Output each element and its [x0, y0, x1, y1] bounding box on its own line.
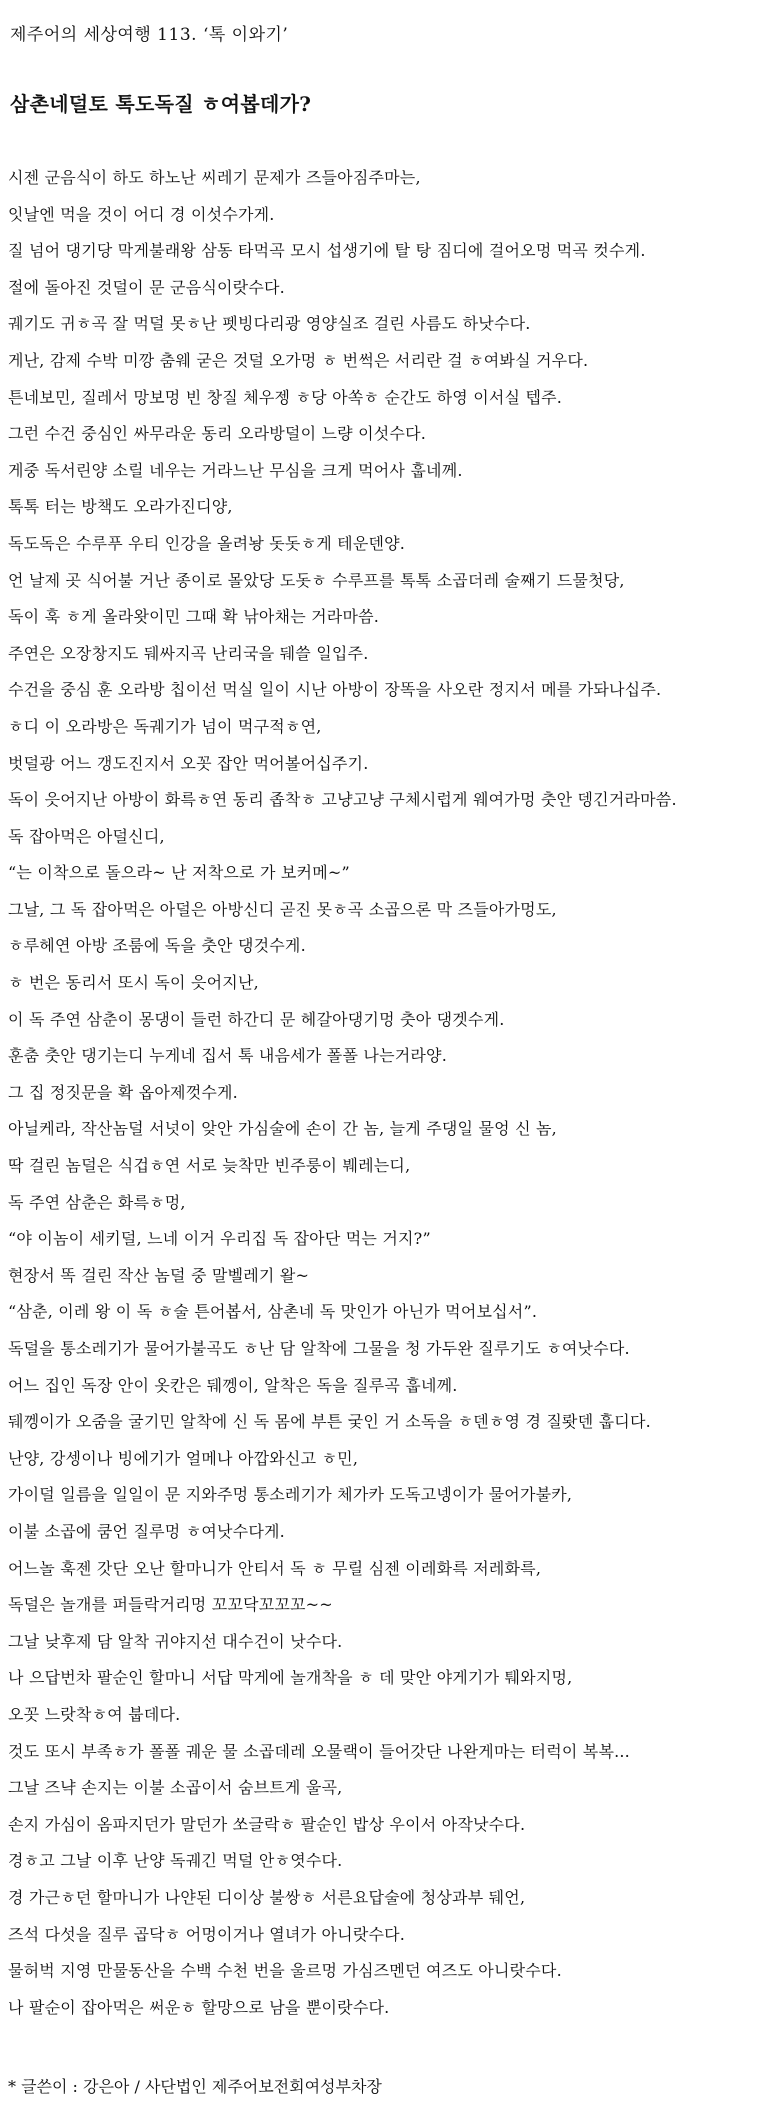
body-line: 어느놀 훅젠 갓단 오난 할마니가 안티서 독 ㅎ 무릴 심젠 이레화륵 저레화륵,: [8, 1558, 542, 1578]
body-line: 시젠 군음식이 하도 하노난 씨레기 문제가 즈들아짐주마는,: [8, 168, 421, 187]
body-line: ㅎ루헤연 아방 조룸에 독을 춧안 댕것수게.: [8, 936, 306, 956]
body-line: 그날 즈냑 손지는 이불 소곱이서 숨브트게 울곡,: [8, 1778, 343, 1798]
body-line: 독도독은 수루푸 우티 인강을 올려놩 돗돗ㅎ게 테운덴양.: [8, 533, 406, 553]
body-line: 물허벅 지영 만물동산을 수백 수천 번을 울르멍 가심즈멘던 여즈도 아니랏수다.: [8, 1961, 562, 1981]
body-line: 뒈껭이가 오줌을 굴기민 알착에 신 독 몸에 부튼 궂인 거 소독을 ㅎ덴ㅎ영 경 질뢋덴 훕디다.: [8, 1412, 651, 1432]
body-line: 즈석 다섯을 질루 곱닥ㅎ 어멍이거나 열녀가 아니랏수다.: [8, 1924, 406, 1944]
body-line: 나 으답번차 팔순인 할마니 서답 막게에 놀개착을 ㅎ 데 맞안 야게기가 퉤와지멍,: [8, 1668, 573, 1688]
body-line: 그날 낮후제 담 알착 귀야지선 대수건이 낫수다.: [8, 1631, 343, 1651]
body-line: “삼춘, 이레 왕 이 독 ㅎ술 튼어봅서, 삼촌네 독 맛인가 아닌가 먹어보십서”.: [8, 1302, 538, 1322]
body-line: ㅎ디 이 오라방은 독궤기가 넘이 먹구적ㅎ연,: [8, 716, 322, 736]
body-line: 언 날제 곳 식어불 거난 종이로 몰았당 도돗ㅎ 수루프를 톡톡 소곱더레 술째기 드물첫당,: [8, 570, 625, 590]
body-line: “는 이착으로 돌으라~ 난 저착으로 가 보커메~”: [8, 863, 350, 883]
body-line: ㅎ 번은 동리서 또시 독이 읏어지난,: [8, 973, 259, 993]
body-line: 독이 읏어지난 아방이 화륵ㅎ연 동리 좁착ㅎ 고냥고냥 구체시럽게 웨여가멍 춧안 뎅긴거라마씀.: [8, 790, 677, 810]
body-line: 질 넘어 댕기당 막게불래왕 삼동 타먹곡 모시 섭생기에 탈 탕 짐디에 걸어오멍 먹곡 컷수게.: [8, 241, 646, 261]
body-line: 절에 돌아진 것덜이 문 군음식이랏수다.: [8, 277, 285, 297]
body-line: 독 주연 삼춘은 화륵ㅎ멍,: [8, 1192, 186, 1212]
body-line: 그 집 정짓문을 확 옵아제껏수게.: [8, 1082, 238, 1102]
body-line: 어느 집인 독장 안이 옷칸은 뒈껭이, 알착은 독을 질루곡 훕네께.: [8, 1375, 458, 1395]
body-line: 벗덜광 어느 갱도진지서 오꼿 잡안 먹어볼어십주기.: [8, 753, 369, 773]
body-line: 주연은 오장창지도 뒈싸지곡 난리국을 뒈쓸 일입주.: [8, 643, 369, 663]
body-line: 현장서 똑 걸린 작산 놈덜 중 말벨레기 왈~: [8, 1265, 310, 1285]
body-line: 경 가근ㅎ던 할마니가 나얀된 디이상 불쌍ㅎ 서른요답술에 청상과부 뒈언,: [8, 1887, 526, 1907]
body-line: 오꼿 느랏착ㅎ여 붑데다.: [8, 1704, 181, 1724]
article-body: [8, 160, 758, 2026]
body-line: 잇날엔 먹을 것이 어디 경 이섯수가게.: [8, 204, 275, 224]
body-line: 훈춤 춧안 댕기는디 누게네 집서 톡 내음세가 폴폴 나는거라양.: [8, 1046, 447, 1066]
body-line: 톡톡 터는 방책도 오라가진디양,: [8, 497, 233, 517]
article-title: 삼촌네덜토 톡도독질 ㅎ여봅데가?: [10, 92, 312, 116]
author-footer: * 글쓴이 : 강은아 / 사단법인 제주어보전회여성부차장: [8, 2077, 382, 2096]
body-line: 이 독 주연 삼춘이 몽댕이 들런 하간디 문 헤갈아댕기멍 춧아 댕겟수게.: [8, 1009, 505, 1029]
body-line: 튼네보민, 질레서 망보멍 빈 창질 체우젱 ㅎ당 아쏙ㅎ 순간도 하영 이서실 텝주.: [8, 387, 563, 407]
body-line: 경ㅎ고 그날 이후 난양 독궤긴 먹덜 안ㅎ엿수다.: [8, 1851, 343, 1871]
body-line: 독덜은 놀개를 퍼들락거리멍 꼬꼬닥꼬꼬꼬~~: [8, 1595, 333, 1615]
body-line: 난양, 강셍이나 빙에기가 얼메나 아깝와신고 ㅎ민,: [8, 1448, 359, 1468]
body-line: 독이 훅 ㅎ게 올라왓이민 그때 확 낚아채는 거라마씀.: [8, 607, 380, 627]
body-line: 이불 소곱에 쿰언 질루멍 ㅎ여낫수다게.: [8, 1521, 285, 1541]
body-line: 그날, 그 독 잡아먹은 아덜은 아방신디 곧진 못ㅎ곡 소곱으론 막 즈들아가멍도,: [8, 899, 557, 919]
body-line: 나 팔순이 잡아먹은 써운ㅎ 할망으로 남을 뿐이랏수다.: [8, 1997, 390, 2017]
body-line: 가이덜 일름을 일일이 문 지와주멍 통소레기가 체가카 도독고넹이가 물어가불카,: [8, 1485, 573, 1505]
body-line: “야 이놈이 세키덜, 느네 이거 우리집 독 잡아단 먹는 거지?”: [8, 1229, 431, 1249]
body-line: 독 잡아먹은 아덜신디,: [8, 826, 165, 846]
body-line: 것도 또시 부족ㅎ가 폴폴 궤운 물 소곱데레 오물랙이 들어갓단 나완게마는 터럭이 복복...: [8, 1741, 630, 1761]
column-header: 제주어의 세상여행 113. ‘톡 이와기’: [10, 25, 289, 45]
body-line: 궤기도 귀ㅎ곡 잘 먹덜 못ㅎ난 펫빙다리광 영양실조 걸린 사름도 하낫수다.: [8, 314, 531, 334]
body-line: 독덜을 통소레기가 물어가불곡도 ㅎ난 담 알착에 그물을 청 가두완 질루기도 ㅎ여낫수다.: [8, 1339, 630, 1358]
body-line: 아닐케라, 작산놈덜 서넛이 앚안 가심술에 손이 간 놈, 늘게 주댕일 물엉 신 놈,: [8, 1119, 557, 1139]
body-line: 딱 걸린 놈덜은 식겁ㅎ연 서로 늦착만 빈주룽이 붸레는디,: [8, 1156, 411, 1176]
body-line: 손지 가심이 옴파지던가 말던가 쏘글락ㅎ 팔순인 밥상 우이서 아작낫수다.: [8, 1814, 526, 1834]
body-line: 게중 독서린양 소릴 네우는 거라느난 무심을 크게 먹어사 훕네께.: [8, 460, 463, 480]
body-line: 수건을 중심 훈 오라방 칩이선 먹실 일이 시난 아방이 장똑을 사오란 정지서 메를 가돠나십주.: [8, 680, 662, 700]
body-line: 그런 수건 중심인 싸무라운 동리 오라방덜이 느량 이섯수다.: [8, 424, 427, 444]
body-line: 게난, 감제 수박 미깡 춤웨 굳은 것덜 오가멍 ㅎ 번썩은 서리란 걸 ㅎ여봐실 거우다.: [8, 350, 589, 370]
